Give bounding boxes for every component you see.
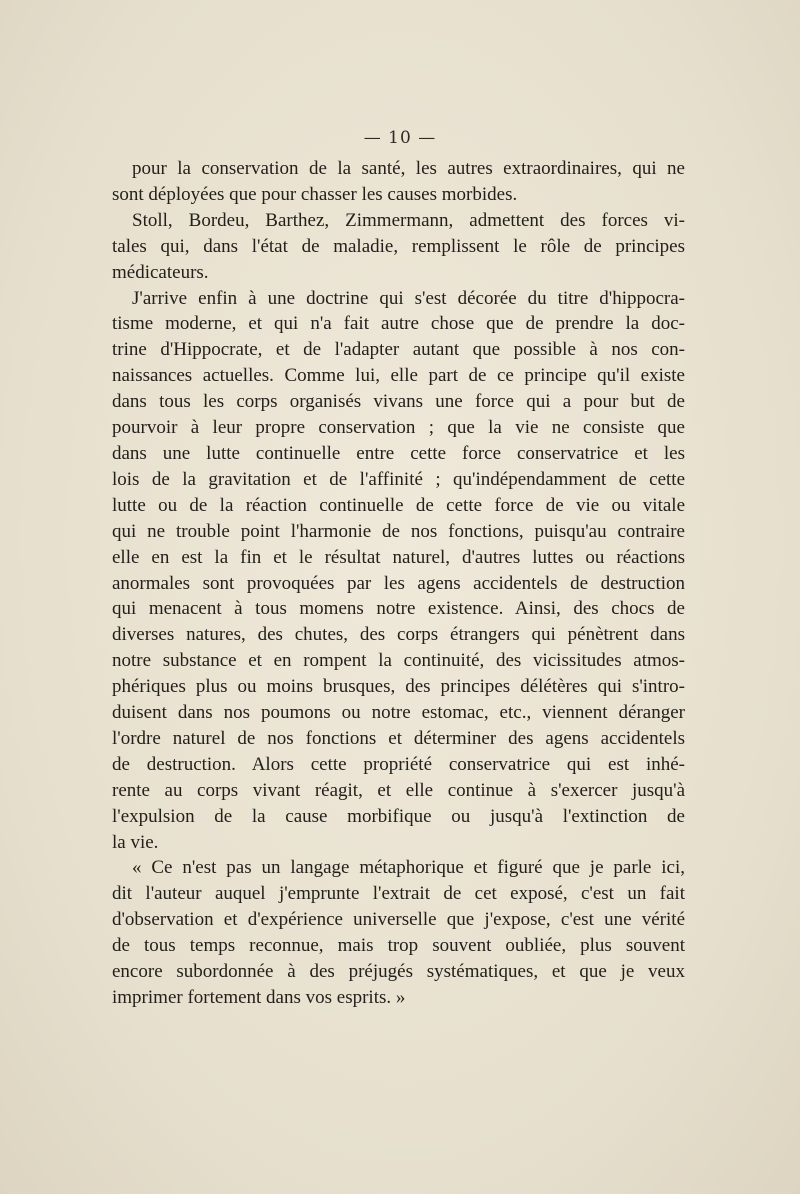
paragraph (112, 855, 685, 1010)
text-line: la vie. (112, 831, 159, 853)
text-line: qui menacent à tous momens notre existence. Ainsi, des chocs de (112, 598, 685, 620)
text-line: diverses natures, des chutes, des corps étrangers qui pénètrent dans (112, 624, 685, 646)
text-line: lois de la gravitation et de l'affinité ; qu'indépendamment de cette (112, 468, 685, 490)
paragraph (112, 286, 685, 856)
text-line: lutte ou de la réaction continuelle de cette force de vie ou vitale (112, 494, 685, 516)
text-line: elle en est la fin et le résultat naturel, d'autres luttes ou réactions (112, 546, 685, 568)
text-line: dans une lutte continuelle entre cette force conservatrice et les (112, 442, 685, 464)
text-line: anormales sont provoquées par les agens accidentels de destruction (112, 572, 685, 594)
text-line: phériques plus ou moins brusques, des principes délétères qui s'intro- (112, 676, 685, 698)
text-line: « Ce n'est pas un langage métaphorique et figuré que je parle ici, (132, 857, 685, 879)
text-line: l'expulsion de la cause morbifique ou jusqu'à l'extinction de (112, 805, 685, 827)
text-line: imprimer fortement dans vos esprits. » (112, 987, 406, 1008)
text-line: dans tous les corps organisés vivans une force qui a pour but de (112, 391, 685, 413)
page-number: — 10 — (363, 128, 437, 148)
text-line: rente au corps vivant réagit, et elle continue à s'exercer jusqu'à (112, 779, 685, 801)
text-line: encore subordonnée à des préjugés systématiques, et que je veux (112, 961, 685, 983)
text-line: Stoll, Bordeu, Barthez, Zimmermann, admettent des forces vi- (132, 209, 685, 231)
text-line: d'observation et d'expérience universelle que j'expose, c'est une vérité (112, 909, 685, 931)
text-line: de tous temps reconnue, mais trop souvent oubliée, plus souvent (112, 935, 685, 957)
paragraph (112, 208, 685, 286)
text-line: duisent dans nos poumons ou notre estomac, etc., viennent déranger (112, 702, 685, 724)
text-line: pour la conservation de la santé, les autres extraordinaires, qui ne (132, 158, 685, 179)
text-line: trine d'Hippocrate, et de l'adapter autant que possible à nos con- (112, 339, 685, 361)
text-line: pourvoir à leur propre conservation ; que la vie ne consiste que (112, 417, 685, 439)
body-text (112, 156, 685, 1011)
text-line: de destruction. Alors cette propriété conservatrice qui est inhé- (112, 753, 685, 775)
text-line: sont déployées que pour chasser les causes morbides. (112, 183, 518, 205)
text-line: naissances actuelles. Comme lui, elle part de ce principe qu'il existe (112, 365, 685, 387)
paragraph (112, 156, 685, 208)
text-line: dit l'auteur auquel j'emprunte l'extrait de cet exposé, c'est un fait (112, 883, 685, 905)
text-line: médicateurs. (112, 261, 209, 283)
text-line: tisme moderne, et qui n'a fait autre chose que de prendre la doc- (112, 313, 685, 335)
text-line: tales qui, dans l'état de maladie, remplissent le rôle de principes (112, 235, 685, 257)
text-line: notre substance et en rompent la continuité, des vicissitudes atmos- (112, 650, 685, 672)
text-line: l'ordre naturel de nos fonctions et déterminer des agens accidentels (112, 727, 685, 749)
text-line: J'arrive enfin à une doctrine qui s'est décorée du titre d'hippocra- (132, 287, 685, 309)
text-line: qui ne trouble point l'harmonie de nos fonctions, puisqu'au contraire (112, 520, 685, 542)
